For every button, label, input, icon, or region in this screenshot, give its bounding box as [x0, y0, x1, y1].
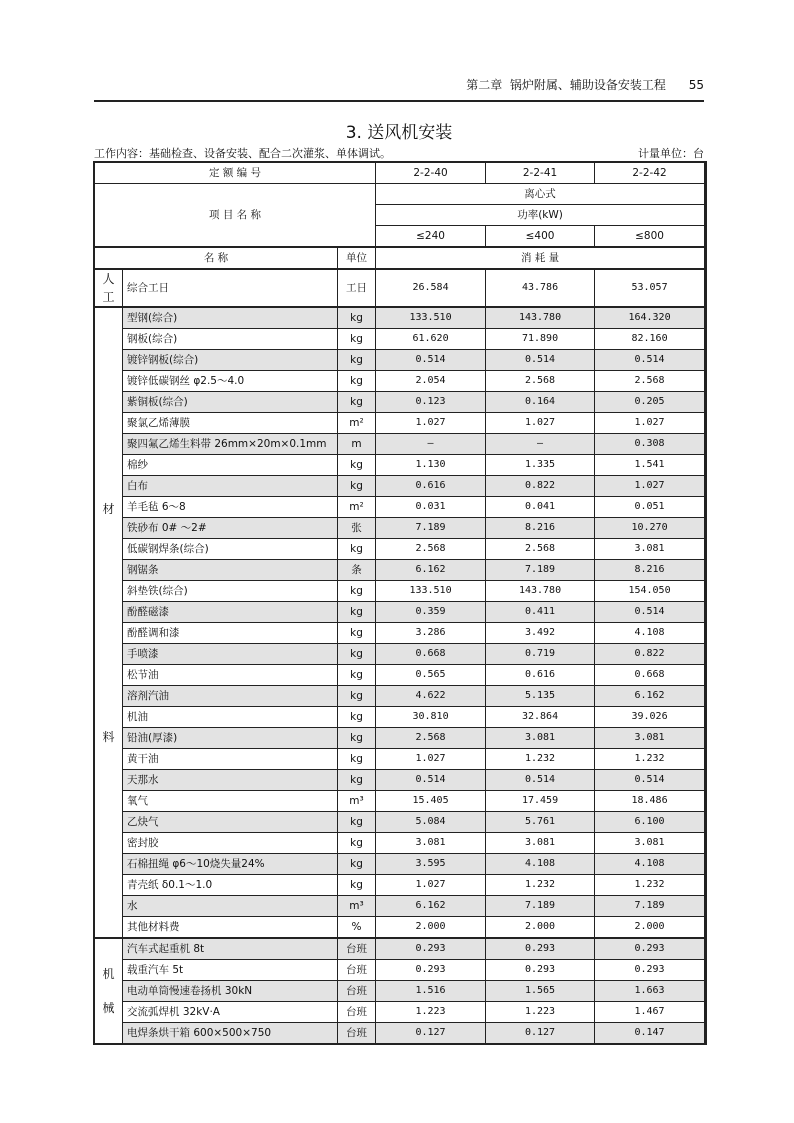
material-row [95, 665, 705, 686]
material-unit: kg [338, 329, 376, 350]
material-row [95, 434, 705, 455]
material-row [95, 644, 705, 665]
material-value: 0.051 [595, 497, 705, 518]
material-unit: kg [338, 812, 376, 833]
material-unit: kg [338, 770, 376, 791]
material-value: 0.041 [486, 497, 595, 518]
material-name: 斜垫铁(综合) [123, 581, 338, 602]
material-value: 0.359 [376, 602, 486, 623]
material-value: 1.232 [486, 875, 595, 896]
material-unit: kg [338, 749, 376, 770]
material-name: 镀锌低碳钢丝 φ2.5～4.0 [123, 371, 338, 392]
material-row [95, 833, 705, 854]
material-value: 2.568 [486, 539, 595, 560]
material-value: 8.216 [486, 518, 595, 539]
material-value: 0.822 [486, 476, 595, 497]
machine-value: 0.147 [595, 1023, 705, 1044]
material-value: 18.486 [595, 791, 705, 812]
material-value: 1.027 [376, 413, 486, 434]
machine-value: 1.223 [486, 1002, 595, 1023]
material-value: 0.719 [486, 644, 595, 665]
material-row [95, 770, 705, 791]
material-row [95, 896, 705, 917]
consumption-header: 消 耗 量 [376, 247, 705, 269]
material-value: 10.270 [595, 518, 705, 539]
material-value: 1.027 [595, 476, 705, 497]
material-value: 6.100 [595, 812, 705, 833]
material-row [95, 560, 705, 581]
material-value: 2.568 [595, 371, 705, 392]
material-name: 铁砂布 0# ～2# [123, 518, 338, 539]
material-unit: m² [338, 497, 376, 518]
material-value: 61.620 [376, 329, 486, 350]
machine-category [95, 938, 123, 1044]
material-value: 143.780 [486, 307, 595, 329]
material-row [95, 455, 705, 476]
material-value: 133.510 [376, 581, 486, 602]
machine-unit: 台班 [338, 1023, 376, 1044]
machine-value: 0.293 [486, 960, 595, 981]
material-unit: % [338, 917, 376, 939]
power-value: ≤400 [486, 226, 595, 248]
material-row [95, 623, 705, 644]
material-value: 7.189 [376, 518, 486, 539]
material-value: 6.162 [376, 560, 486, 581]
material-unit: kg [338, 686, 376, 707]
machine-name: 电焊条烘干箱 600×500×750 [123, 1023, 338, 1044]
material-value: 4.108 [595, 854, 705, 875]
material-row [95, 707, 705, 728]
labor-row [95, 269, 705, 307]
material-value: 3.286 [376, 623, 486, 644]
material-unit: kg [338, 307, 376, 329]
name-header: 名 称 [95, 247, 338, 269]
machine-value: 1.467 [595, 1002, 705, 1023]
material-value: 1.541 [595, 455, 705, 476]
material-unit: kg [338, 854, 376, 875]
material-unit: kg [338, 875, 376, 896]
material-unit: m [338, 434, 376, 455]
machine-row [95, 1023, 705, 1044]
material-name: 钢锯条 [123, 560, 338, 581]
material-name: 石棉扭绳 φ6～10烧失量24% [123, 854, 338, 875]
material-value: 3.595 [376, 854, 486, 875]
material-value: 39.026 [595, 707, 705, 728]
material-unit: m³ [338, 896, 376, 917]
material-value: 0.411 [486, 602, 595, 623]
material-name: 钢板(综合) [123, 329, 338, 350]
column-header-row [95, 247, 705, 269]
material-unit: kg [338, 707, 376, 728]
machine-value: 0.293 [486, 938, 595, 960]
code-label: 定 额 编 号 [95, 163, 376, 184]
material-name: 水 [123, 896, 338, 917]
material-unit: kg [338, 728, 376, 749]
material-row [95, 307, 705, 329]
machine-value: 0.293 [595, 960, 705, 981]
material-value: 0.514 [486, 350, 595, 371]
machine-name: 汽车式起重机 8t [123, 938, 338, 960]
machine-row [95, 938, 705, 960]
material-row [95, 602, 705, 623]
material-value: 1.232 [486, 749, 595, 770]
machine-category-char: 械 [102, 1001, 115, 1015]
material-name: 型钢(综合) [123, 307, 338, 329]
material-row [95, 350, 705, 371]
machine-name: 载重汽车 5t [123, 960, 338, 981]
material-value: 4.108 [486, 854, 595, 875]
material-name: 松节油 [123, 665, 338, 686]
material-value: 3.081 [486, 728, 595, 749]
item-name-label: 项 目 名 称 [95, 184, 376, 248]
machine-row [95, 960, 705, 981]
material-value: 0.514 [595, 350, 705, 371]
material-value: 8.216 [595, 560, 705, 581]
quota-table [94, 162, 705, 1044]
material-value: 0.031 [376, 497, 486, 518]
material-value: 3.081 [595, 728, 705, 749]
quota-code: 2-2-42 [595, 163, 705, 184]
section-title: 3. 送风机安装 [345, 123, 453, 143]
material-unit: kg [338, 581, 376, 602]
material-unit: kg [338, 833, 376, 854]
material-value: 0.514 [376, 770, 486, 791]
material-row [95, 413, 705, 434]
material-value: 2.000 [486, 917, 595, 939]
labor-name: 综合工日 [123, 269, 338, 307]
material-value: 0.164 [486, 392, 595, 413]
material-unit: 张 [338, 518, 376, 539]
material-row [95, 791, 705, 812]
material-name: 低碳钢焊条(综合) [123, 539, 338, 560]
material-name: 镀锌钢板(综合) [123, 350, 338, 371]
material-value: 3.081 [595, 539, 705, 560]
material-name: 其他材料费 [123, 917, 338, 939]
machine-value: 0.293 [595, 938, 705, 960]
material-value: 5.135 [486, 686, 595, 707]
material-row [95, 728, 705, 749]
material-unit: kg [338, 665, 376, 686]
material-row [95, 497, 705, 518]
material-unit: kg [338, 455, 376, 476]
material-name: 乙炔气 [123, 812, 338, 833]
type-label: 离心式 [376, 184, 705, 205]
material-unit: kg [338, 392, 376, 413]
material-value: 2.568 [486, 371, 595, 392]
material-value: 3.081 [595, 833, 705, 854]
material-value: 5.761 [486, 812, 595, 833]
material-value: 164.320 [595, 307, 705, 329]
material-value: 0.668 [376, 644, 486, 665]
machine-value: 1.223 [376, 1002, 486, 1023]
material-name: 黄干油 [123, 749, 338, 770]
material-value: 3.081 [376, 833, 486, 854]
machine-value: 1.663 [595, 981, 705, 1002]
material-row [95, 371, 705, 392]
material-name: 酚醛磁漆 [123, 602, 338, 623]
material-value: 0.514 [595, 602, 705, 623]
material-row [95, 812, 705, 833]
material-unit: m³ [338, 791, 376, 812]
material-name: 机油 [123, 707, 338, 728]
material-value: 17.459 [486, 791, 595, 812]
material-name: 聚氯乙烯薄膜 [123, 413, 338, 434]
material-value: 4.108 [595, 623, 705, 644]
material-value: 2.568 [376, 539, 486, 560]
material-value: 1.027 [486, 413, 595, 434]
material-unit: kg [338, 350, 376, 371]
labor-value: 53.057 [595, 269, 705, 307]
quota-code: 2-2-41 [486, 163, 595, 184]
machine-unit: 台班 [338, 938, 376, 960]
work-content: 工作内容：基础检查、设备安装、配合二次灌浆、单体调试。 [94, 147, 391, 160]
material-value: 0.308 [595, 434, 705, 455]
material-category [95, 307, 123, 938]
material-value: 2.568 [376, 728, 486, 749]
machine-unit: 台班 [338, 1002, 376, 1023]
material-value: 4.622 [376, 686, 486, 707]
material-value: 1.027 [376, 749, 486, 770]
material-row [95, 875, 705, 896]
material-value: 0.514 [376, 350, 486, 371]
material-value: 2.000 [595, 917, 705, 939]
machine-value: 0.293 [376, 960, 486, 981]
material-value: 154.050 [595, 581, 705, 602]
material-name: 聚四氟乙烯生料带 26mm×20m×0.1mm [123, 434, 338, 455]
material-value: 0.514 [595, 770, 705, 791]
machine-value: 0.293 [376, 938, 486, 960]
material-value: 1.027 [595, 413, 705, 434]
material-value: 5.084 [376, 812, 486, 833]
material-value: 1.232 [595, 875, 705, 896]
machine-value: 0.127 [376, 1023, 486, 1044]
material-name: 手喷漆 [123, 644, 338, 665]
material-unit: kg [338, 476, 376, 497]
material-value: 1.130 [376, 455, 486, 476]
material-value: 82.160 [595, 329, 705, 350]
material-row [95, 917, 705, 939]
material-value: 7.189 [486, 896, 595, 917]
measurement-unit: 计量单位：台 [638, 147, 704, 160]
material-row [95, 476, 705, 497]
chapter-title: 第二章 锅炉附属、辅助设备安装工程 [466, 78, 666, 92]
material-value: 0.616 [376, 476, 486, 497]
material-name: 铅油(厚漆) [123, 728, 338, 749]
material-value: 0.668 [595, 665, 705, 686]
material-value: 7.189 [595, 896, 705, 917]
material-value: 6.162 [376, 896, 486, 917]
code-row [95, 163, 705, 184]
material-name: 溶剂汽油 [123, 686, 338, 707]
material-name: 酚醛调和漆 [123, 623, 338, 644]
machine-category-char: 机 [102, 967, 115, 981]
material-name: 青壳纸 δ0.1～1.0 [123, 875, 338, 896]
quota-code: 2-2-40 [376, 163, 486, 184]
material-category-char: 材 [102, 501, 115, 516]
type-row [95, 184, 705, 205]
material-value: 1.335 [486, 455, 595, 476]
material-value: 0.123 [376, 392, 486, 413]
material-value: — [486, 434, 595, 455]
material-value: 32.864 [486, 707, 595, 728]
machine-unit: 台班 [338, 960, 376, 981]
power-value: ≤240 [376, 226, 486, 248]
material-value: — [376, 434, 486, 455]
material-row [95, 581, 705, 602]
material-name: 紫铜板(综合) [123, 392, 338, 413]
material-unit: kg [338, 371, 376, 392]
material-value: 0.565 [376, 665, 486, 686]
material-value: 71.890 [486, 329, 595, 350]
material-value: 15.405 [376, 791, 486, 812]
material-name: 羊毛毡 6～8 [123, 497, 338, 518]
labor-unit: 工日 [338, 269, 376, 307]
page-number: 55 [688, 78, 704, 92]
material-row [95, 749, 705, 770]
material-unit: kg [338, 644, 376, 665]
material-unit: kg [338, 602, 376, 623]
material-unit: kg [338, 623, 376, 644]
material-value: 7.189 [486, 560, 595, 581]
labor-value: 43.786 [486, 269, 595, 307]
labor-category: 人工 [95, 269, 123, 307]
material-name: 氧气 [123, 791, 338, 812]
material-value: 0.514 [486, 770, 595, 791]
material-name: 密封胶 [123, 833, 338, 854]
machine-name: 电动单筒慢速卷扬机 30kN [123, 981, 338, 1002]
machine-value: 1.565 [486, 981, 595, 1002]
material-unit: m² [338, 413, 376, 434]
material-value: 2.054 [376, 371, 486, 392]
material-row [95, 854, 705, 875]
machine-row [95, 1002, 705, 1023]
page-header [400, 76, 704, 93]
material-unit: kg [338, 539, 376, 560]
header-rule [94, 100, 704, 102]
material-value: 143.780 [486, 581, 595, 602]
material-value: 3.081 [486, 833, 595, 854]
material-row [95, 329, 705, 350]
material-value: 0.205 [595, 392, 705, 413]
material-value: 1.027 [376, 875, 486, 896]
material-row [95, 518, 705, 539]
material-value: 3.492 [486, 623, 595, 644]
unit-header: 单位 [338, 247, 376, 269]
material-row [95, 539, 705, 560]
labor-value: 26.584 [376, 269, 486, 307]
material-name: 白布 [123, 476, 338, 497]
material-name: 天那水 [123, 770, 338, 791]
material-unit: 条 [338, 560, 376, 581]
machine-row [95, 981, 705, 1002]
material-value: 6.162 [595, 686, 705, 707]
machine-value: 0.127 [486, 1023, 595, 1044]
material-value: 2.000 [376, 917, 486, 939]
machine-name: 交流弧焊机 32kV·A [123, 1002, 338, 1023]
machine-unit: 台班 [338, 981, 376, 1002]
material-row [95, 686, 705, 707]
machine-value: 1.516 [376, 981, 486, 1002]
material-value: 0.616 [486, 665, 595, 686]
power-value: ≤800 [595, 226, 705, 248]
material-name: 棉纱 [123, 455, 338, 476]
material-value: 1.232 [595, 749, 705, 770]
material-row [95, 392, 705, 413]
material-value: 30.810 [376, 707, 486, 728]
material-category-char: 料 [102, 729, 115, 744]
material-value: 133.510 [376, 307, 486, 329]
material-value: 0.822 [595, 644, 705, 665]
power-label: 功率(kW) [376, 205, 705, 226]
